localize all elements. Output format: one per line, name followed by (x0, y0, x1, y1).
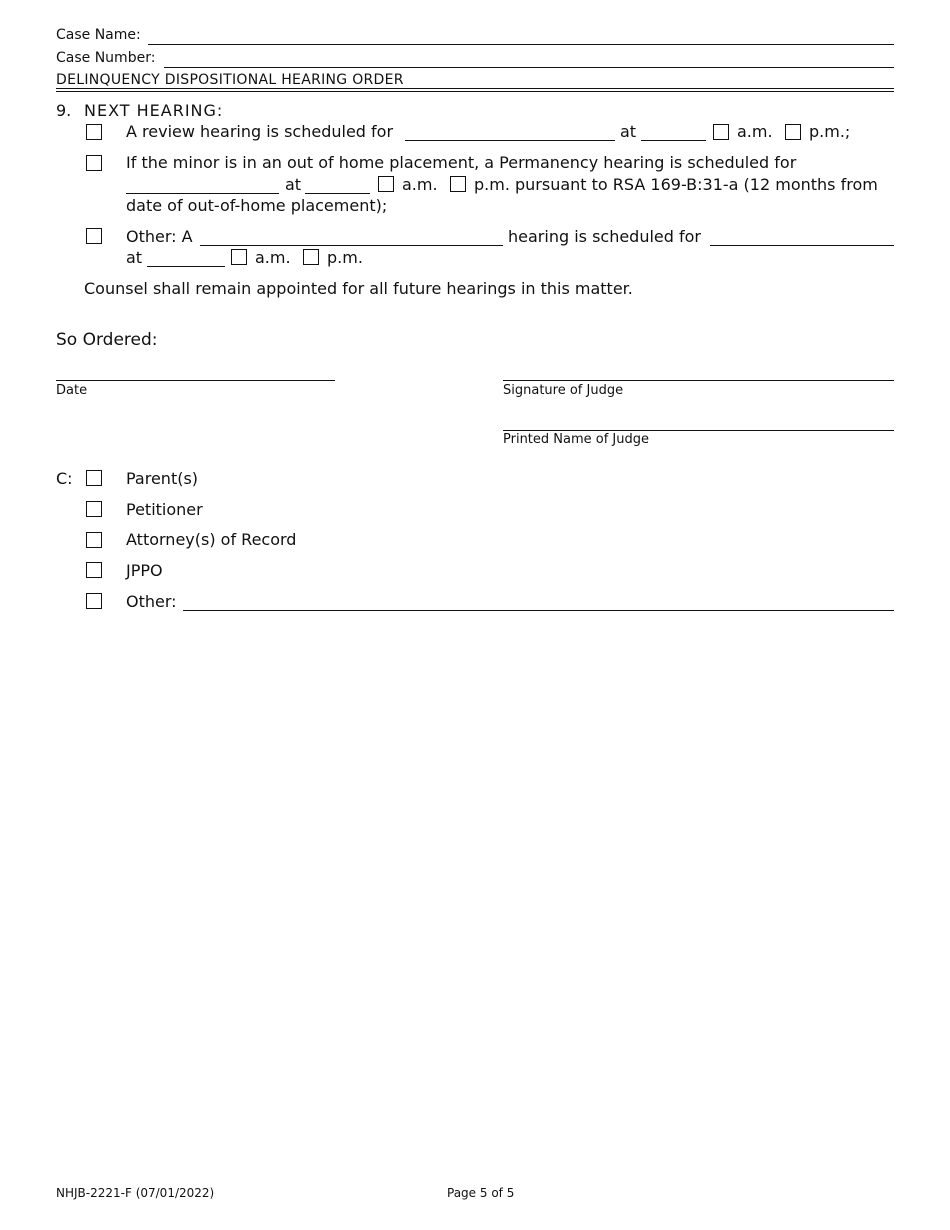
cc-jppo-checkbox[interactable] (86, 562, 102, 578)
review-at-label: at (620, 122, 637, 141)
judge-signature-line[interactable] (503, 380, 894, 381)
cc-attorneys-checkbox[interactable] (86, 532, 102, 548)
cc-other-checkbox[interactable] (86, 593, 102, 609)
cc-attorneys-label: Attorney(s) of Record (126, 530, 297, 549)
case-name-label: Case Name: (56, 27, 141, 43)
permanency-hearing-checkbox[interactable] (86, 155, 102, 171)
cc-petitioner-label: Petitioner (126, 500, 203, 519)
header-rule-1 (56, 88, 894, 89)
cc-jppo-label: JPPO (126, 561, 163, 580)
permanency-date-field[interactable] (126, 193, 279, 194)
review-date-field[interactable] (405, 140, 615, 141)
permanency-am-label: a.m. (402, 175, 438, 194)
other-pm-checkbox[interactable] (303, 249, 319, 265)
page-number: Page 5 of 5 (447, 1186, 515, 1200)
other-hearing-date-field[interactable] (710, 245, 894, 246)
counsel-statement: Counsel shall remain appointed for all future hearings in this matter. (84, 279, 633, 298)
review-hearing-text: A review hearing is scheduled for (126, 122, 394, 141)
review-pm-checkbox[interactable] (785, 124, 801, 140)
case-number-label: Case Number: (56, 50, 156, 66)
so-ordered-heading: So Ordered: (56, 330, 158, 350)
permanency-time-field[interactable] (305, 193, 370, 194)
cc-parents-checkbox[interactable] (86, 470, 102, 486)
permanency-pm-checkbox[interactable] (450, 176, 466, 192)
cc-petitioner-checkbox[interactable] (86, 501, 102, 517)
other-hearing-middle: hearing is scheduled for (508, 227, 702, 246)
permanency-line1: If the minor is in an out of home placement, a Permanency hearing is scheduled for (126, 153, 797, 172)
section-number: 9. (56, 101, 72, 120)
cc-label: C: (56, 469, 73, 488)
form-number: NHJB-2221-F (07/01/2022) (56, 1186, 215, 1200)
other-am-checkbox[interactable] (231, 249, 247, 265)
date-signature-line[interactable] (56, 380, 335, 381)
cc-other-label: Other: (126, 592, 177, 611)
permanency-pm-text: p.m. pursuant to RSA 169-B:31-a (12 months from (474, 175, 878, 194)
permanency-am-checkbox[interactable] (378, 176, 394, 192)
other-hearing-prefix: Other: A (126, 227, 193, 246)
judge-name-line[interactable] (503, 430, 894, 431)
permanency-at-label: at (285, 175, 302, 194)
case-name-field[interactable] (148, 44, 894, 45)
permanency-line3: date of out-of-home placement); (126, 196, 388, 215)
review-am-checkbox[interactable] (713, 124, 729, 140)
case-number-field[interactable] (164, 67, 894, 68)
header-rule-2 (56, 91, 894, 92)
review-time-field[interactable] (641, 140, 706, 141)
other-am-label: a.m. (255, 248, 291, 267)
section-title: NEXT HEARING: (84, 101, 224, 120)
other-time-field[interactable] (147, 266, 225, 267)
review-pm-label: p.m.; (809, 122, 851, 141)
other-at-label: at (126, 248, 143, 267)
judge-name-label: Printed Name of Judge (503, 432, 650, 447)
cc-other-field[interactable] (183, 610, 894, 611)
cc-parents-label: Parent(s) (126, 469, 199, 488)
other-pm-label: p.m. (327, 248, 363, 267)
judge-signature-label: Signature of Judge (503, 383, 624, 398)
review-hearing-checkbox[interactable] (86, 124, 102, 140)
other-hearing-checkbox[interactable] (86, 228, 102, 244)
form-title: DELINQUENCY DISPOSITIONAL HEARING ORDER (56, 72, 404, 88)
review-am-label: a.m. (737, 122, 773, 141)
other-hearing-type-field[interactable] (200, 245, 503, 246)
date-label: Date (56, 383, 88, 398)
